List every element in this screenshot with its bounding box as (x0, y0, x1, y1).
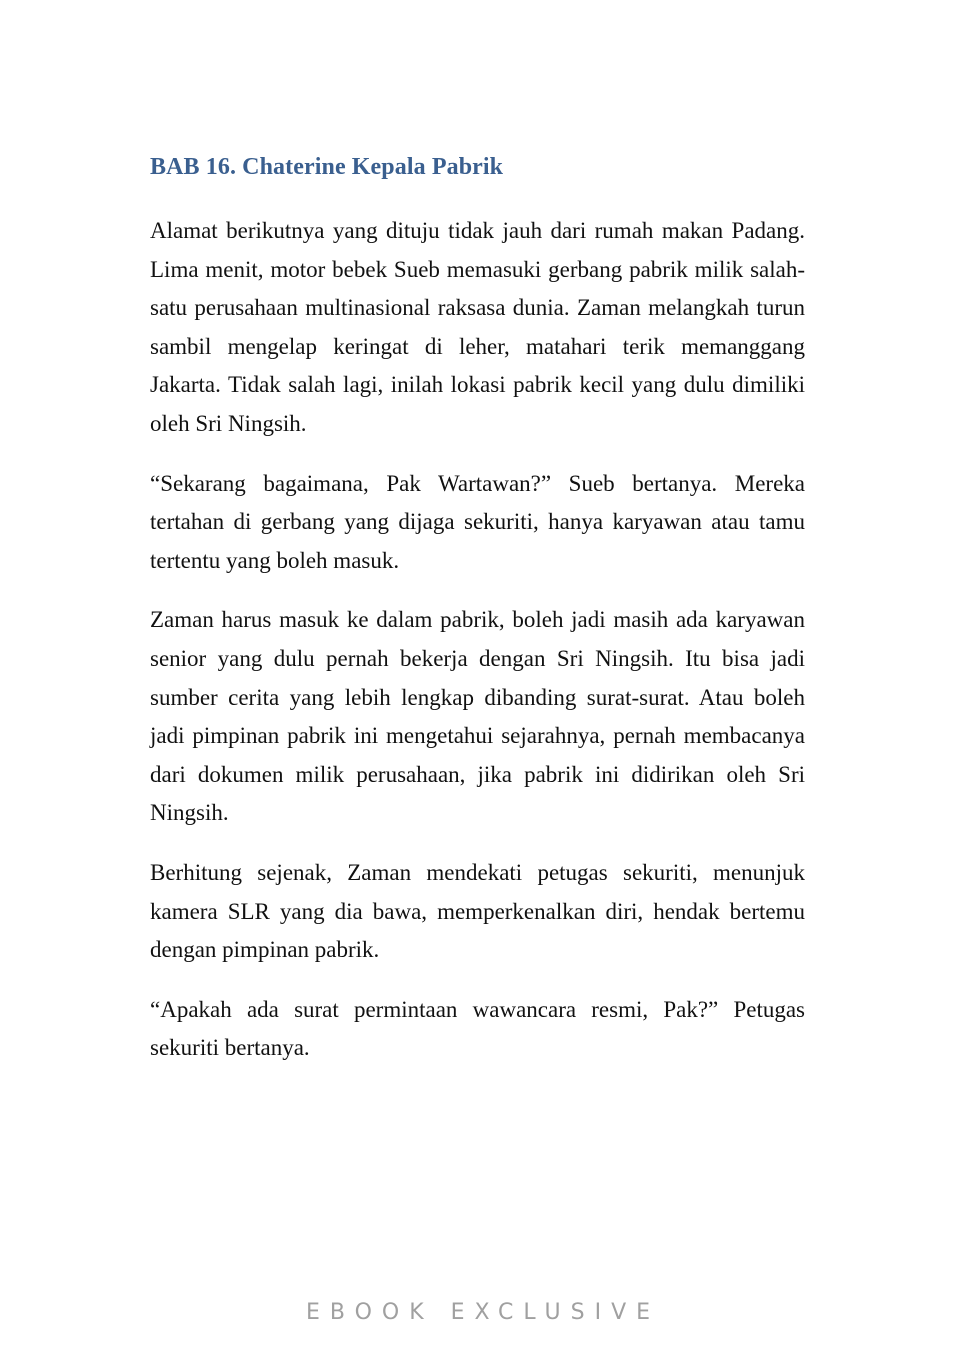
paragraph: “Apakah ada surat permintaan wawancara resmi, Pak?” Petugas sekuriti bertanya. (150, 996, 805, 1061)
paragraph: Zaman harus masuk ke dalam pabrik, boleh jadi masih ada karyawan senior yang dulu pernah bekerja dengan Sri Ningsih. Itu bisa jadi sumber cerita yang lebih lengkap dibanding surat-surat. Atau boleh jadi pimpinan pabrik ini mengetahui sejarahnya, pernah membacanya dari dokumen milik perusahaan, jika pabrik ini didirikan oleh Sri Ningsih. (150, 607, 805, 826)
paragraph: “Sekarang bagaimana, Pak Wartawan?” Sueb bertanya. Mereka tertahan di gerbang yang dijaga sekuriti, hanya karyawan atau tamu tertentu yang boleh masuk. (150, 470, 805, 573)
footer-watermark: EBOOK EXCLUSIVE (305, 1300, 661, 1325)
paragraph: Alamat berikutnya yang dituju tidak jauh dari rumah makan Padang. Lima menit, motor bebek Sueb memasuki gerbang pabrik milik salah-satu perusahaan multinasional raksasa dunia. Zaman melangkah turun sambil mengelap keringat di leher, matahari terik memanggang Jakarta. Tidak salah lagi, inilah lokasi pabrik kecil yang dulu dimiliki oleh Sri Ningsih. (150, 218, 805, 436)
paragraph: Berhitung sejenak, Zaman mendekati petugas sekuriti, menunjuk kamera SLR yang dia bawa, memperkenalkan diri, hendak bertemu dengan pimpinan pabrik. (150, 859, 805, 963)
page-content (150, 148, 805, 1089)
chapter-title: BAB 16. Chaterine Kepala Pabrik (150, 154, 504, 180)
